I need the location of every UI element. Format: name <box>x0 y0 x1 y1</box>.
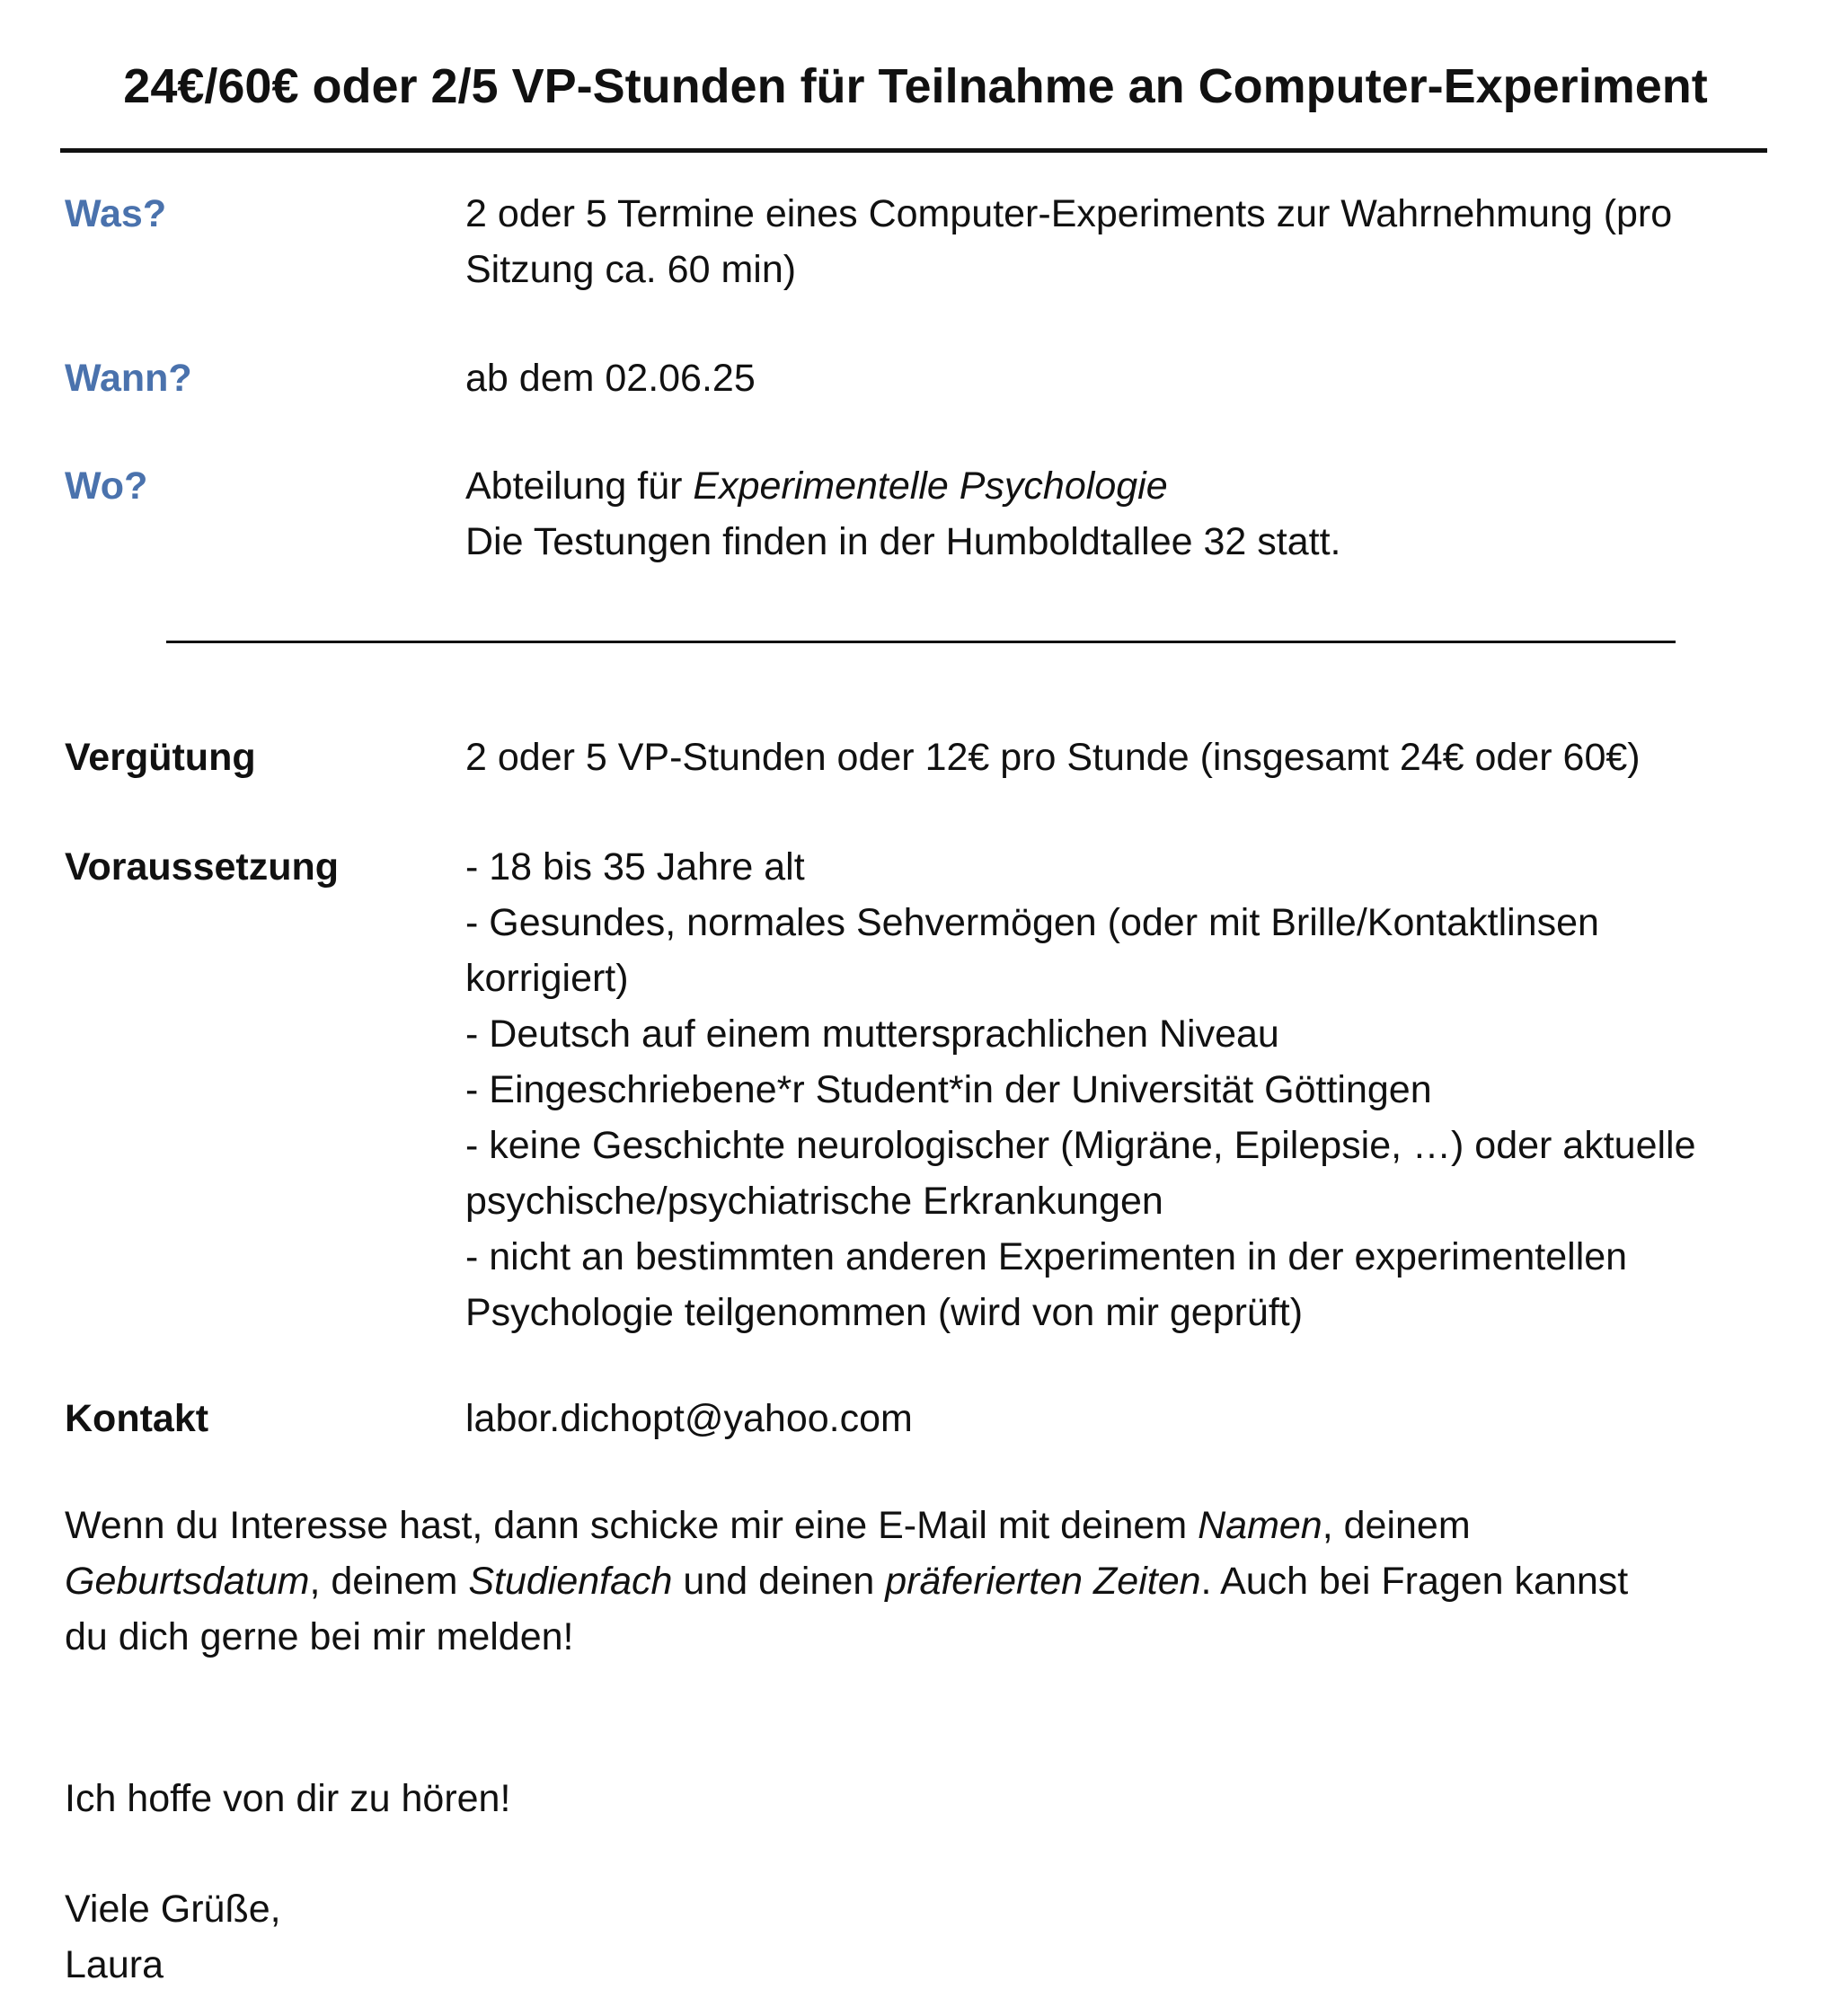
page-title: 24€/60€ oder 2/5 VP-Stunden für Teilnahme an Computer-Experiment <box>123 59 1708 113</box>
list-item: - nicht an bestimmten anderen Experimenten in der experimentellen <box>465 1235 1628 1278</box>
contact-email[interactable]: labor.dichopt@yahoo.com <box>465 1397 913 1440</box>
verguetung-line: 2 oder 5 VP-Stunden oder 12€ pro Stunde (insgesamt 24€ oder 60€) <box>465 736 1641 779</box>
list-item: Psychologie teilgenommen (wird von mir geprüft) <box>465 1291 1304 1334</box>
voraussetzung-label: Voraussetzung <box>65 845 340 889</box>
verguetung-label: Vergütung <box>65 736 256 779</box>
emphasis-name: Namen <box>1198 1504 1322 1547</box>
section-divider <box>166 641 1676 643</box>
interest-paragraph <box>65 1498 1772 1665</box>
closing-line: Ich hoffe von dir zu hören! <box>65 1777 511 1820</box>
wann-value <box>465 350 1777 406</box>
paragraph-line: du dich gerne bei mir melden! <box>65 1615 574 1658</box>
list-item: psychische/psychiatrische Erkrankungen <box>465 1180 1163 1223</box>
signoff <box>65 1881 1772 1993</box>
was-value <box>465 186 1777 297</box>
greeting: Viele Grüße, <box>65 1888 281 1931</box>
text-run: und deinen <box>672 1560 886 1603</box>
list-item: - Deutsch auf einem muttersprachlichen Niveau <box>465 1012 1279 1056</box>
voraussetzung-list <box>465 839 1777 1340</box>
signature: Laura <box>65 1943 164 1986</box>
was-line: Sitzung ca. 60 min) <box>465 248 797 291</box>
wann-date: ab dem 02.06.25 <box>465 357 756 400</box>
emphasis-subject: Studienfach <box>468 1560 673 1603</box>
list-item: - keine Geschichte neurologischer (Migräne, Epilepsie, …) oder aktuelle <box>465 1124 1696 1167</box>
wo-value <box>465 458 1777 570</box>
paragraph-line <box>65 1498 1772 1553</box>
list-item: - 18 bis 35 Jahre alt <box>465 845 805 889</box>
wann-label: Wann? <box>65 357 192 400</box>
wo-department-prefix: Abteilung für <box>465 464 694 508</box>
wo-label: Wo? <box>65 464 148 508</box>
wo-line <box>465 458 1777 514</box>
emphasis-birthdate: Geburtsdatum <box>65 1560 310 1603</box>
text-run: . Auch bei Fragen kannst <box>1200 1560 1629 1603</box>
text-run: Wenn du Interesse hast, dann schicke mir eine E-Mail mit deinem <box>65 1504 1199 1547</box>
list-item: - Gesundes, normales Sehvermögen (oder mit Brille/Kontaktlinsen <box>465 901 1599 944</box>
wo-department-name: Experimentelle Psychologie <box>693 464 1168 508</box>
was-line: 2 oder 5 Termine eines Computer-Experiments zur Wahrnehmung (pro <box>465 192 1673 235</box>
wo-line: Die Testungen finden in der Humboldtallee 32 statt. <box>465 520 1341 563</box>
title-divider <box>60 148 1767 153</box>
emphasis-times: präferierten Zeiten <box>885 1560 1201 1603</box>
list-item: - Eingeschriebene*r Student*in der Universität Göttingen <box>465 1068 1432 1111</box>
text-run: , deinem <box>309 1560 469 1603</box>
kontakt-label: Kontakt <box>65 1397 209 1440</box>
verguetung-value <box>465 729 1777 785</box>
text-run: , deinem <box>1322 1504 1471 1547</box>
list-item: korrigiert) <box>465 957 629 1000</box>
kontakt-value <box>465 1391 1777 1446</box>
paragraph-line <box>65 1553 1772 1609</box>
was-label: Was? <box>65 192 167 235</box>
